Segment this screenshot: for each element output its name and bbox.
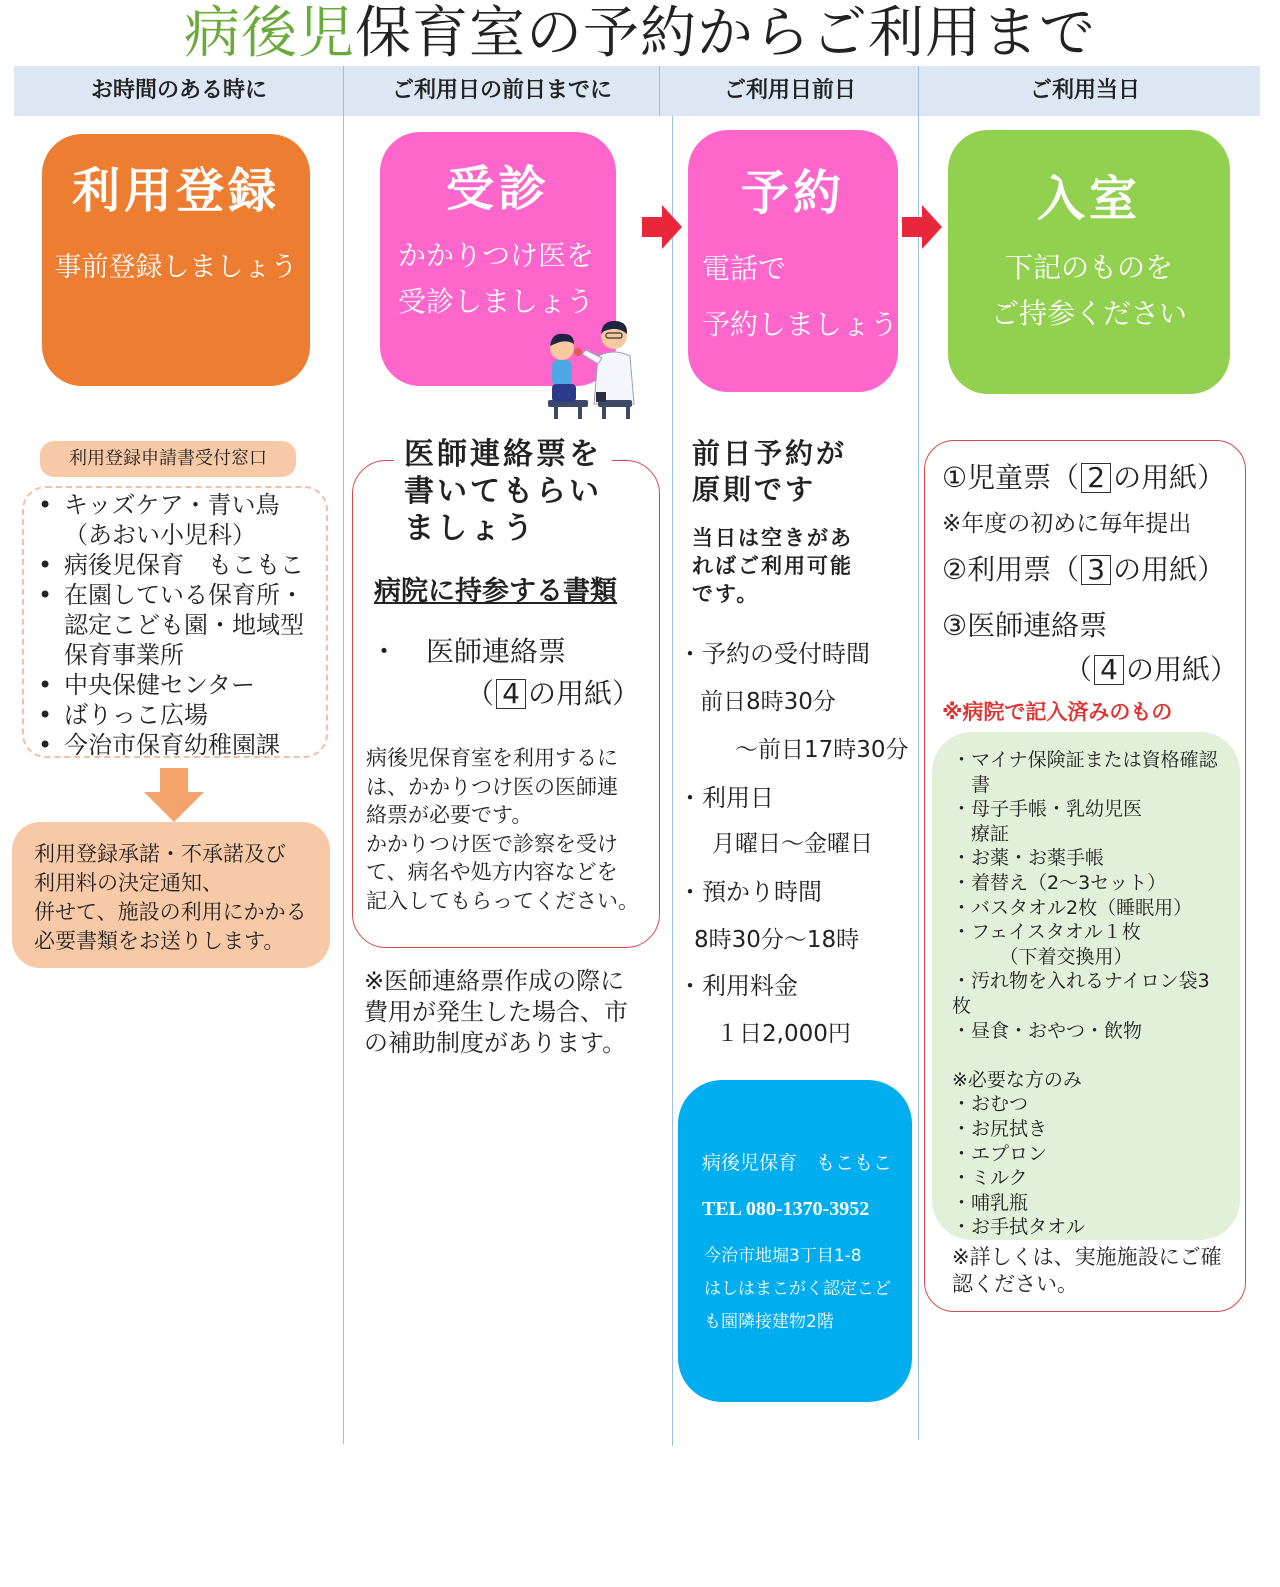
facility-address: 今治市地堀3丁目1-8 はしはまこがく認定こど も園隣接建物2階 [704, 1246, 891, 1332]
registration-subtitle: 事前登録しましょう [54, 252, 298, 283]
details-note: ※詳しくは、実施施設にご確 認ください。 [952, 1245, 1222, 1296]
column-head-3: ご利用日前日 [723, 78, 856, 103]
paper-number-box: 2 [1081, 463, 1111, 493]
admission-subtitle: 下記のものを ご持参ください [990, 251, 1187, 330]
divider [672, 116, 673, 1446]
item-text: ①児童票（ [942, 461, 1080, 494]
registration-window-label: 利用登録申請書受付窓口 [40, 441, 296, 477]
facility-contact-card [678, 1080, 912, 1402]
doctor-illustration-icon [540, 312, 650, 420]
paper-number-box: 4 [1094, 655, 1124, 685]
facility-tel: TEL 080-1370-3952 [702, 1198, 870, 1220]
title-green: 病後児 [184, 1, 355, 66]
list-item: • 在園している保育所・ 認定こども園・地域型 保育事業所 [26, 580, 326, 670]
right-arrow-icon [902, 205, 942, 249]
item-text: ②利用票（ [942, 553, 1080, 586]
doctor-form-heading: 医師連絡票を 書いてもらい ましょう [394, 436, 612, 547]
admission-card [948, 130, 1230, 394]
info-label-care-hours: ・預かり時間 [678, 878, 822, 906]
info-value: １日2,000円 [716, 1021, 851, 1047]
doctor-form-explanation: 病後児保育室を利用するに は、かかりつけ医の医師連 絡票が必要です。 かかりつけ医で診察を受け て、病名や処方内容などを 記入してもらってください。 [366, 746, 639, 913]
child-form-note: ※年度の初めに毎年提出 [942, 511, 1192, 537]
registration-title: 利用登録 [71, 163, 280, 219]
divider [343, 66, 344, 1444]
subsidy-note: ※医師連絡票作成の際に 費用が発生した場合、市 の補助制度があります。 [364, 967, 628, 1057]
hospital-filled-note: ※病院で記入済みのもの [942, 700, 1173, 724]
reservation-title: 予約 [740, 165, 845, 221]
facility-name: 病後児保育 もこもこ [702, 1152, 893, 1174]
info-value: 月曜日～金曜日 [712, 831, 873, 857]
column-head-1: お時間のある時に [90, 78, 267, 103]
registration-notice: 利用登録承諾・不承諾及び 利用料の決定通知、 併せて、施設の利用にかかる 必要書類をお送りします。 [12, 822, 330, 968]
paper-number-box: 3 [1081, 555, 1111, 585]
documents-heading: 病院に持参する書類 [374, 576, 617, 607]
info-value: ～前日17時30分 [712, 737, 909, 763]
paper-suffix: の用紙） [528, 677, 641, 710]
divider [659, 66, 660, 116]
item-text: の用紙） [1126, 653, 1239, 686]
page-title [0, 2, 1280, 66]
item-child-form [942, 460, 1225, 496]
info-label-hours: ・予約の受付時間 [678, 640, 870, 668]
document-paper [466, 676, 640, 712]
info-value: 8時30分～18時 [694, 927, 860, 953]
info-label-days: ・利用日 [678, 784, 774, 812]
reservation-subtitle: 電話で 予約しましょう [702, 252, 899, 341]
item-doctor-form: ③医師連絡票 [942, 609, 1108, 642]
title-dark: 保育室の予約からご利用まで [355, 1, 1096, 66]
reservation-card [688, 130, 898, 392]
belongings-panel: ・マイナ保険証または資格確認 書 ・母子手帳・乳幼児医 療証 ・お薬・お薬手帳 ・着替え（2～3セット） ・バスタオル2枚（睡眠用） ・フェイスタオル１枚 （下着交換用） ・汚れ物を入れるナイロン袋3枚 ・昼食・おやつ・飲物 ※必要な方のみ ・おむつ ・お尻拭き ・エプロン ・ミルク ・哺乳瓶 ・お手拭タオル [932, 732, 1240, 1240]
list-item: • キッズケア・青い鳥 （あおい小児科） [26, 490, 326, 550]
paren-open: （ [466, 677, 495, 710]
admission-title: 入室 [1036, 171, 1141, 227]
list-item: • 今治市保育幼稚園課 [26, 730, 326, 760]
paper-number-box: 4 [496, 679, 526, 709]
item-doctor-form-paper [1064, 652, 1238, 688]
down-arrow-icon [144, 768, 204, 822]
list-item: • ばりっこ広場 [26, 700, 326, 730]
registration-card [42, 134, 310, 386]
info-label-fee: ・利用料金 [678, 972, 798, 1000]
item-usage-form [942, 552, 1225, 588]
info-value: 前日8時30分 [700, 689, 836, 715]
column-head-4: ご利用当日 [1029, 78, 1140, 103]
list-item: • 病後児保育 もこもこ [26, 550, 326, 580]
consultation-title: 受診 [445, 161, 550, 217]
item-text: の用紙） [1113, 461, 1226, 494]
column-head-2: ご利用日の前日までに [391, 78, 612, 103]
divider [918, 66, 919, 1440]
registration-window-list [26, 490, 326, 760]
consultation-subtitle: かかりつけ医を 受診しましょう [398, 239, 595, 318]
right-arrow-icon [642, 205, 682, 249]
document-item: ・ 医師連絡票 [370, 635, 567, 668]
item-text: （ [1064, 653, 1093, 686]
item-text: の用紙） [1113, 553, 1226, 586]
list-item: • 中央保健センター [26, 670, 326, 700]
same-day-note: 当日は空きがあ ればご利用可能 です。 [692, 526, 853, 606]
reservation-principle: 前日予約が 原則です [692, 437, 848, 506]
